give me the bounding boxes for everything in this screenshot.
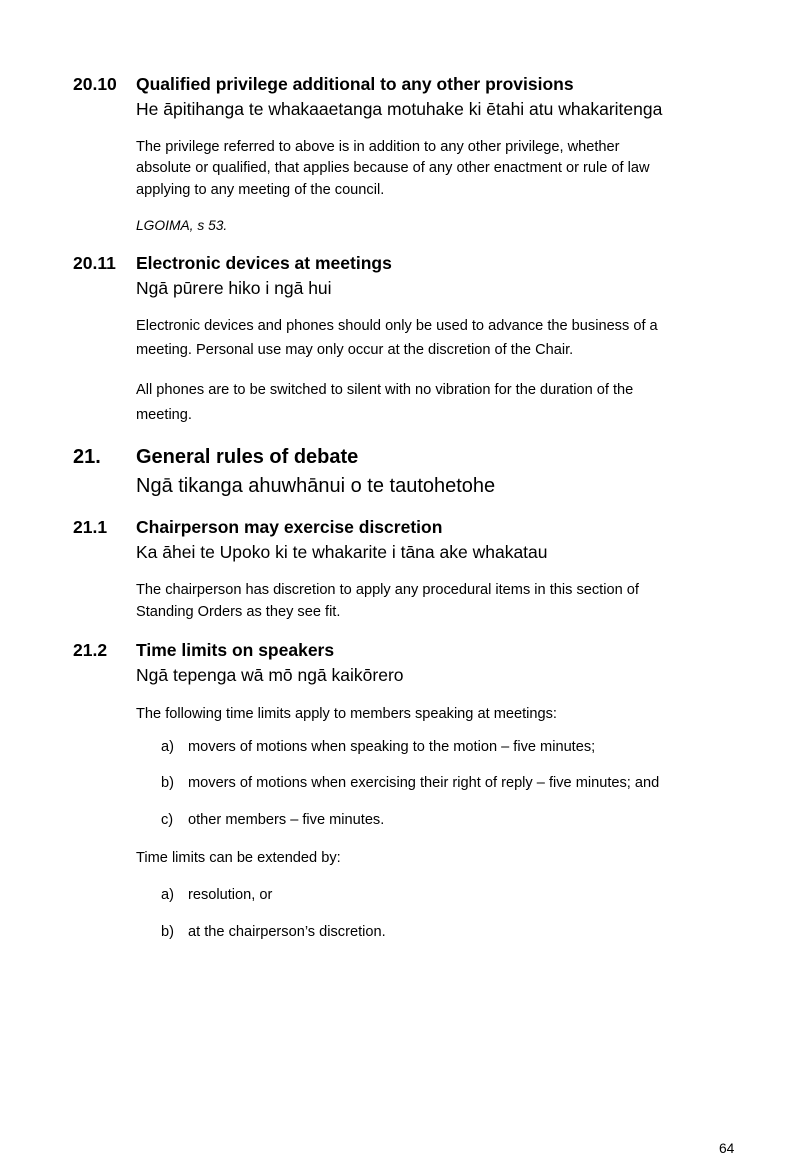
list-letter: c) [161, 812, 174, 828]
paragraph-line: meeting. Personal use may only occur at the discretion of the Chair. [136, 342, 574, 358]
paragraph-line: Standing Orders as they see fit. [136, 604, 341, 620]
section-title-mi: Ngā tikanga ahuwhānui o te tautohetohe [136, 475, 496, 497]
list-letter: b) [161, 775, 174, 791]
section-title-mi: He āpitihanga te whakaaetanga motuhake ki ētahi atu whakaritenga [136, 99, 663, 119]
paragraph-line: All phones are to be switched to silent with no vibration for the duration of the [136, 382, 634, 398]
section-title-en: Qualified privilege additional to any other provisions [136, 74, 574, 94]
section-number: 21. [73, 446, 101, 468]
list-letter: b) [161, 924, 174, 940]
paragraph-line: Time limits can be extended by: [136, 850, 341, 866]
list-letter: a) [161, 887, 174, 903]
citation: LGOIMA, s 53. [136, 218, 228, 233]
section-number: 20.10 [73, 74, 117, 94]
section-number: 21.2 [73, 640, 108, 660]
list-text: movers of motions when exercising their right of reply – five minutes; and [188, 775, 660, 791]
section-title-en: Time limits on speakers [136, 640, 335, 660]
section-title-en: Chairperson may exercise discretion [136, 517, 443, 537]
list-text: at the chairperson’s discretion. [188, 924, 386, 940]
section-number: 21.1 [73, 517, 108, 537]
section-title-mi: Ka āhei te Upoko ki te whakarite i tāna ake whakatau [136, 542, 548, 562]
list-text: other members – five minutes. [188, 812, 385, 828]
paragraph-line: absolute or qualified, that applies because of any other enactment or rule of law [136, 160, 650, 176]
list-text: resolution, or [188, 887, 273, 903]
section-title-en: General rules of debate [136, 446, 359, 468]
list-letter: a) [161, 739, 174, 755]
paragraph-line: applying to any meeting of the council. [136, 182, 385, 198]
paragraph-line: meeting. [136, 407, 192, 423]
page-number: 64 [719, 1141, 735, 1156]
section-title-mi: Ngā tepenga wā mō ngā kaikōrero [136, 665, 404, 685]
paragraph-line: The chairperson has discretion to apply any procedural items in this section of [136, 582, 639, 598]
paragraph-line: The privilege referred to above is in addition to any other privilege, whether [136, 139, 620, 155]
paragraph-line: The following time limits apply to members speaking at meetings: [136, 706, 557, 722]
section-title-mi: Ngā pūrere hiko i ngā hui [136, 278, 332, 298]
section-number: 20.11 [73, 253, 116, 273]
section-title-en: Electronic devices at meetings [136, 253, 392, 273]
paragraph-line: Electronic devices and phones should only be used to advance the business of a [136, 318, 658, 334]
list-text: movers of motions when speaking to the motion – five minutes; [188, 739, 596, 755]
